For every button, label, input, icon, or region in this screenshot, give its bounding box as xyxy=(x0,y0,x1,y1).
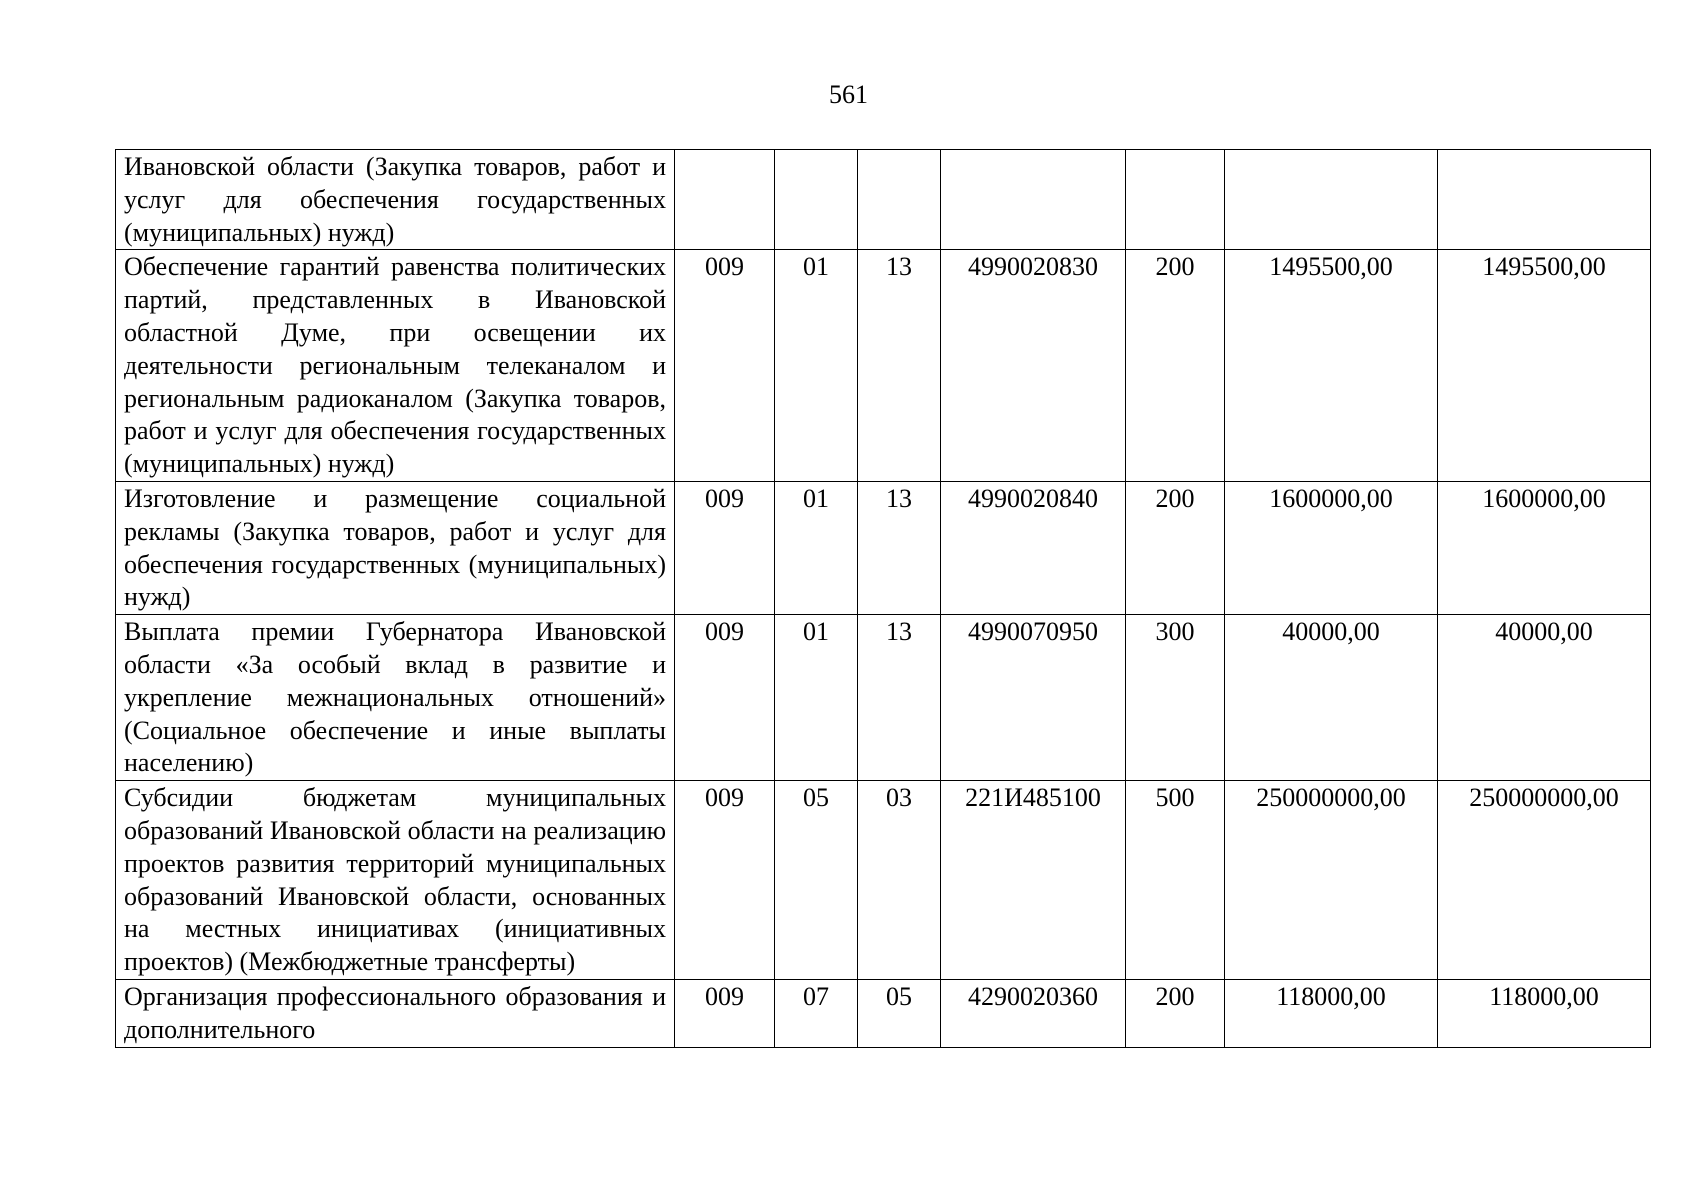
expense-type-code: 300 xyxy=(1126,615,1225,781)
expense-type-code xyxy=(1126,150,1225,250)
subsection-code: 13 xyxy=(858,250,941,482)
row-description: Изготовление и размещение социальной рекламы (Закупка товаров, работ и услуг для обеспечения государственных (муниципальных) нужд) xyxy=(116,481,675,614)
ministry-code: 009 xyxy=(675,781,775,980)
ministry-code: 009 xyxy=(675,250,775,482)
target-article-code: 4290020360 xyxy=(941,979,1126,1047)
subsection-code: 05 xyxy=(858,979,941,1047)
section-code: 01 xyxy=(775,481,858,614)
page-number: 561 xyxy=(829,80,868,109)
amount-2: 250000000,00 xyxy=(1438,781,1651,980)
ministry-code xyxy=(675,150,775,250)
row-description: Ивановской области (Закупка товаров, работ и услуг для обеспечения государственных (муниципальных) нужд) xyxy=(116,150,675,250)
expense-type-code: 500 xyxy=(1126,781,1225,980)
row-description: Субсидии бюджетам муниципальных образований Ивановской области на реализацию проектов развития территорий муниципальных образований Ивановской области, основанных на местных инициативах (инициативных проектов) (Межбюджетные трансферты) xyxy=(116,781,675,980)
amount-1: 118000,00 xyxy=(1225,979,1438,1047)
table-row xyxy=(116,781,1651,980)
ministry-code: 009 xyxy=(675,979,775,1047)
section-code: 01 xyxy=(775,250,858,482)
row-description: Организация профессионального образования и дополнительного xyxy=(116,979,675,1047)
table-row xyxy=(116,150,1651,250)
amount-2: 1495500,00 xyxy=(1438,250,1651,482)
target-article-code: 4990070950 xyxy=(941,615,1126,781)
subsection-code xyxy=(858,150,941,250)
amount-2: 40000,00 xyxy=(1438,615,1651,781)
amount-2: 118000,00 xyxy=(1438,979,1651,1047)
section-code: 01 xyxy=(775,615,858,781)
section-code: 07 xyxy=(775,979,858,1047)
expense-type-code: 200 xyxy=(1126,481,1225,614)
table-row xyxy=(116,250,1651,482)
section-code xyxy=(775,150,858,250)
amount-1: 40000,00 xyxy=(1225,615,1438,781)
expense-type-code: 200 xyxy=(1126,250,1225,482)
section-code: 05 xyxy=(775,781,858,980)
amount-1: 1495500,00 xyxy=(1225,250,1438,482)
subsection-code: 03 xyxy=(858,781,941,980)
row-description: Обеспечение гарантий равенства политических партий, представленных в Ивановской областной Думе, при освещении их деятельности региональным телеканалом и региональным радиоканалом (Закупка товаров, работ и услуг для обеспечения государственных (муниципальных) нужд) xyxy=(116,250,675,482)
expense-type-code: 200 xyxy=(1126,979,1225,1047)
table-row xyxy=(116,481,1651,614)
row-description: Выплата премии Губернатора Ивановской области «За особый вклад в развитие и укрепление межнациональных отношений» (Социальное обеспечение и иные выплаты населению) xyxy=(116,615,675,781)
amount-2 xyxy=(1438,150,1651,250)
amount-1: 250000000,00 xyxy=(1225,781,1438,980)
target-article-code: 221И485100 xyxy=(941,781,1126,980)
budget-table xyxy=(115,149,1651,1048)
ministry-code: 009 xyxy=(675,615,775,781)
table-row xyxy=(116,615,1651,781)
target-article-code xyxy=(941,150,1126,250)
subsection-code: 13 xyxy=(858,615,941,781)
amount-1 xyxy=(1225,150,1438,250)
ministry-code: 009 xyxy=(675,481,775,614)
amount-2: 1600000,00 xyxy=(1438,481,1651,614)
target-article-code: 4990020830 xyxy=(941,250,1126,482)
amount-1: 1600000,00 xyxy=(1225,481,1438,614)
subsection-code: 13 xyxy=(858,481,941,614)
table-row xyxy=(116,979,1651,1047)
target-article-code: 4990020840 xyxy=(941,481,1126,614)
